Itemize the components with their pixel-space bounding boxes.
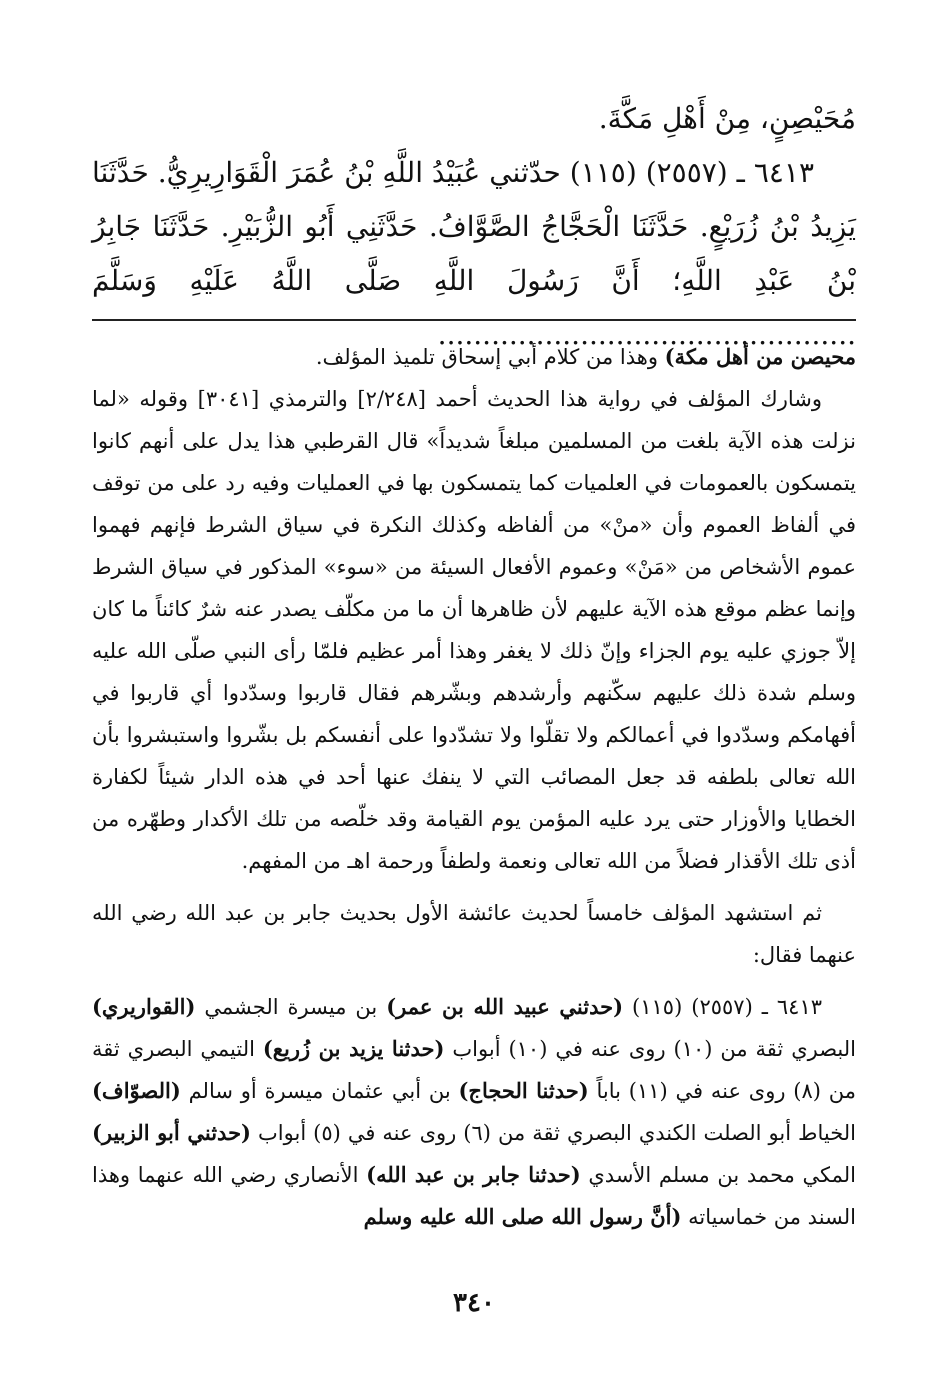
commentary-paragraph-2: وشارك المؤلف في رواية هذا الحديث أحمد [٢/٢٤٨] والترمذي [٣٠٤١] وقوله «لما نزلت هذه الآية بلغت من المسلمين مبلغاً شديداً» قال القرطبي هذا يدل على أنهم كانوا يتمسكون بالعمومات في العلميات كما يتمسكون بها في العمليات وفيه رد على من توقف في ألفاظ العموم وأن «منْ» من ألفاظه وكذلك النكرة في سياق الشرط فإنهم فهموا عموم الأشخاص من «مَنْ» وعموم الأفعال السيئة من «سوء» المذكور في سياق الشرط وإنما عظم موقع هذه الآية عليهم لأن ظاهرها أن ما من مكلّف يصدر عنه شرٌ كائناً ما كان إلاّ جوزي عليه يوم الجزاء وإنّ ذلك لا يغفر وهذا أمر عظيم فلمّا رأى النبي صلّى الله عليه وسلم شدة ذلك عليهم سكّنهم وأرشدهم وبشّرهم فقال قاربوا وسدّدوا أي قاربوا في أفهامكم وسدّدوا في أعمالكم ولا تقلّوا ولا تشدّدوا على أنفسكم بل بشّروا واستبشروا بأن الله تعالى بلطفه قد جعل المصائب التي لا ينفك عنها أحد في هذه الدار شيئاً لكفارة الخطايا والأوزار حتى يرد عليه المؤمن يوم القيامة وقد خلّصه من تلك الأكدار وطهّره من أذى تلك الأقذار فضلاً من الله تعالى ونعمة ولطفاً ورحمة اهـ من المفهم. (92, 387, 856, 873)
narrator-quote-6: (حدثني أبو الزبير) (92, 1120, 251, 1145)
narrator-quote-3: (حدثنا يزيد بن زُريع) (262, 1036, 445, 1061)
sanad-number: ٦٤١٣ ـ (٢٥٥٧) (١١٥) (623, 995, 823, 1019)
commentary-block (92, 336, 856, 1238)
hadith-matn (92, 146, 856, 362)
narrator-quote-8: (أنَّ رسول الله صلى الله عليه وسلم (363, 1204, 682, 1229)
narrator-note-7: الأنصاري رضي الله عنهما وهذا السند من خماسياته (92, 1163, 856, 1229)
commentary-paragraph-3: ثم استشهد المؤلف خامساً لحديث عائشة الأول بحديث جابر بن عبد الله رضي الله عنهما فقال: (92, 901, 856, 967)
continuation-dots: ............................................... (437, 318, 856, 351)
narrator-note-5: الخياط أبو الصلت الكندي البصري ثقة من (٦) روى عنه في (٥) أبواب (251, 1121, 856, 1145)
narrator-note-3: التيمي البصري ثقة من (٨) روى عنه في (١١) باباً (92, 1037, 856, 1103)
commentary-heading-phrase: محيصن من أهل مكة) (664, 344, 856, 369)
narrator-note-1: بن ميسرة الجشمي (195, 995, 387, 1019)
hadith-text-block (92, 92, 856, 362)
narrator-note-6: المكي محمد بن مسلم الأسدي (580, 1163, 856, 1187)
commentary-paragraph-1-text: وهذا من كلام أبي إسحاق تلميذ المؤلف. (315, 345, 665, 369)
commentary-paragraph-1 (92, 336, 856, 378)
narrator-quote-1: (حدثني عبيد الله بن عمر) (386, 994, 624, 1019)
narrator-note-4: بن أبي عثمان ميسرة أو سالم (180, 1079, 459, 1103)
footnote-separator-line (92, 319, 856, 321)
narrator-quote-4: (حدثنا الحجاج) (458, 1078, 589, 1103)
page-number: ٣٤٠ (453, 1288, 495, 1318)
hadith-sanad-text: ٦٤١٣ ـ (٢٥٥٧) (١١٥) حدّثني عُبَيْدُ اللَّهِ بْنُ عُمَرَ الْقَوَارِيرِيُّ. حَدَّثَنَا يَزِيدُ بْنُ زُرَيْعٍ. حَدَّثَنَا الْحَجَّاجُ الصَّوَّافُ. حَدَّثَنِي أَبُو الزُّبَيْرِ. حَدَّثَنَا جَابِرُ بْنُ عَبْدِ اللَّهِ؛ أَنَّ رَسُولَ اللَّهِ صَلَّى اللَّهُ عَلَيْهِ وَسَلَّمَ (92, 156, 856, 297)
commentary-paragraph-4 (92, 986, 856, 1238)
narrator-quote-2: (القواريري) (92, 994, 196, 1019)
narrator-quote-7: (حدثنا جابر بن عبد الله) (366, 1162, 581, 1187)
narrator-note-2: البصري ثقة من (١٠) روى عنه في (١٠) أبواب (444, 1037, 857, 1061)
narrator-quote-5: (الصوّاف) (92, 1078, 181, 1103)
hadith-previous-line: مُحَيْصِنٍ، مِنْ أَهْلِ مَكَّةَ. (598, 102, 856, 135)
